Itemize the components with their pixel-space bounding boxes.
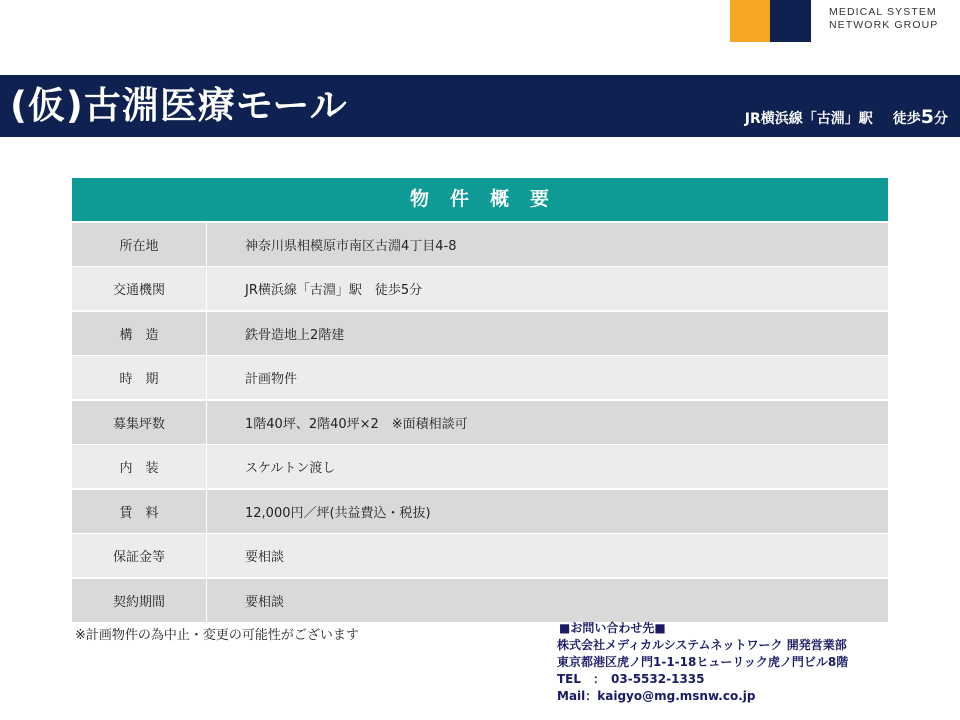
row-value: 計画物件 <box>245 372 298 387</box>
row-value: 1階40坪、2階40坪×2 ※面積相談可 <box>245 416 468 432</box>
table-heading: 物 件 概 要 <box>72 178 888 221</box>
row-label: 構 造 <box>72 312 207 355</box>
row-value: 要相談 <box>245 550 285 565</box>
contact-mail[interactable]: Mail：kaigyo@mg.msnw.co.jp <box>557 689 756 703</box>
row-label: 所在地 <box>72 223 207 266</box>
contact-heading: ■お問い合わせ先■ <box>559 621 666 635</box>
property-summary-table <box>72 178 888 622</box>
disclaimer-note: ※計画物件の為中止・変更の可能性がございます <box>75 628 359 643</box>
table-row <box>72 312 888 355</box>
table-row <box>72 490 888 533</box>
page-title: (仮)古淵医療モール <box>10 84 348 127</box>
row-label: 募集坪数 <box>72 401 207 444</box>
walk-suffix: 分 <box>934 111 948 127</box>
row-label: 賃 料 <box>72 490 207 533</box>
table-row <box>72 534 888 577</box>
contact-company: 株式会社メディカルシステムネットワーク 開発営業部 <box>557 638 847 652</box>
row-label: 交通機関 <box>72 267 207 310</box>
row-label: 時 期 <box>72 356 207 399</box>
table-row <box>72 401 888 444</box>
contact-address: 東京都港区虎ノ門1-1-18ヒューリック虎ノ門ビル8階 <box>557 655 849 669</box>
row-value: 神奈川県相模原市南区古淵4丁目4-8 <box>245 238 457 254</box>
table-row <box>72 356 888 399</box>
walk-prefix: 徒歩 <box>892 111 921 127</box>
company-logo-text <box>829 6 938 32</box>
row-value: 12,000円／坪(共益費込・税抜) <box>245 505 431 521</box>
access-info <box>745 106 948 130</box>
row-label: 保証金等 <box>72 534 207 577</box>
table-row <box>72 223 888 266</box>
title-bar <box>0 75 960 137</box>
table-row <box>72 445 888 488</box>
contact-tel: TEL ： 03-5532-1335 <box>557 672 705 686</box>
walk-minutes: 5 <box>920 106 934 128</box>
contact-info <box>557 620 848 705</box>
row-value: JR横浜線「古淵」駅 徒歩5分 <box>245 283 423 298</box>
station-name: JR横浜線「古淵」駅 <box>744 111 873 127</box>
row-value: 要相談 <box>245 594 285 610</box>
row-value: スケルトン渡し <box>245 461 336 476</box>
logo-gold-block <box>730 0 770 42</box>
row-value: 鉄骨造地上2階建 <box>245 327 345 343</box>
logo-line-2: NETWORK GROUP <box>829 19 939 31</box>
logo-line-1: MEDICAL SYSTEM <box>829 6 937 18</box>
row-label: 内 装 <box>72 445 207 488</box>
table-row <box>72 267 888 310</box>
row-label: 契約期間 <box>72 579 207 622</box>
logo-navy-block <box>770 0 811 42</box>
table-row <box>72 579 888 622</box>
